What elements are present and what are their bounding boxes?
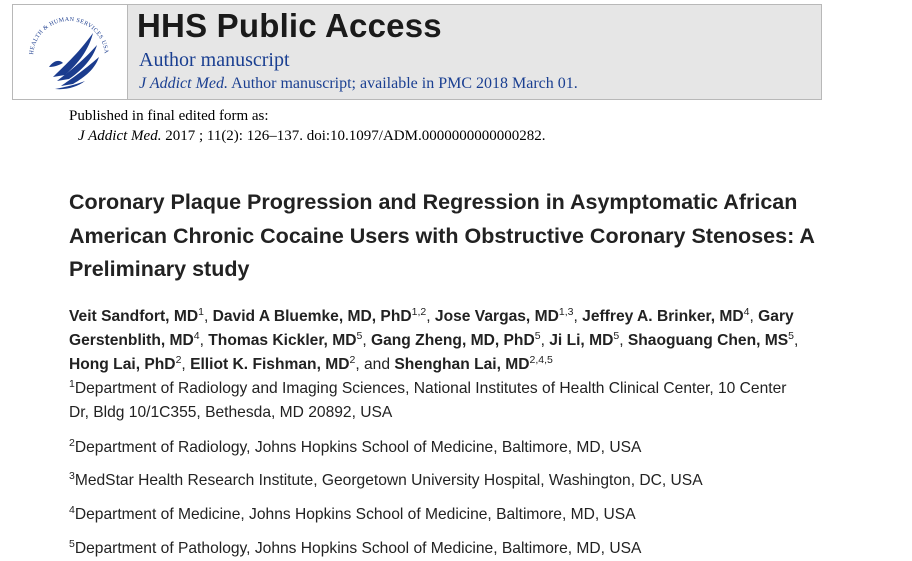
published-citation-text: 2017 ; 11(2): 126–137. doi:10.1097/ADM.0000000000000282. — [161, 128, 546, 144]
author-name: David A Bluemke, MD, PhD — [212, 308, 412, 325]
affiliation-number: 2 — [69, 437, 75, 449]
hhs-logo — [13, 5, 128, 99]
author-name: Shaoguang Chen, MS — [627, 332, 789, 349]
author-affiliation-ref: 4 — [193, 330, 200, 342]
author-affiliation-ref: 5 — [613, 330, 620, 342]
author-separator: , — [181, 356, 191, 373]
author-affiliation-ref: 1,3 — [558, 306, 574, 318]
availability-text: Author manuscript; available in PMC 2018 March 01. — [228, 75, 578, 92]
author-affiliation-ref: 5 — [534, 330, 541, 342]
availability-line — [139, 75, 578, 93]
author-name: Hong Lai, PhD — [69, 356, 176, 373]
author-list — [69, 305, 799, 377]
author-name: Thomas Kickler, MD — [208, 332, 357, 349]
affiliation-item — [69, 436, 809, 460]
affiliation-text: MedStar Health Research Institute, Georgetown University Hospital, Washington, DC, USA — [74, 472, 703, 489]
author-name: Ji Li, MD — [549, 332, 614, 349]
author-affiliation-ref: 1,2 — [411, 306, 427, 318]
author-separator: , and — [355, 356, 395, 373]
author-separator: , — [573, 308, 583, 325]
published-note — [69, 106, 545, 146]
author-name: Jose Vargas, MD — [434, 308, 559, 325]
author-separator: , — [540, 332, 550, 349]
hhs-eagle-seal-icon — [19, 7, 119, 97]
banner-title: HHS Public Access — [137, 7, 442, 44]
hhs-public-access-banner — [12, 4, 822, 100]
author-affiliation-ref: 5 — [356, 330, 363, 342]
affiliation-item — [69, 377, 809, 425]
banner-subtitle: Author manuscript — [139, 49, 290, 71]
published-citation — [69, 126, 545, 146]
author-affiliation-ref: 2 — [349, 354, 356, 366]
affiliation-item — [69, 503, 809, 527]
author-separator: , — [362, 332, 371, 349]
logo-seal-text: HEALTH & HUMAN SERVICES USA — [29, 16, 109, 56]
author-name: Jeffrey A. Brinker, MD — [582, 308, 744, 325]
author-separator: , — [749, 308, 759, 325]
author-separator: , — [199, 332, 209, 349]
author-separator: , — [619, 332, 628, 349]
author-affiliation-ref: 1 — [198, 306, 204, 318]
affiliation-text: Department of Radiology and Imaging Sciences, National Institutes of Health Clinical Center, 10 Center Dr, Bldg 10/1C355, Bethesda, MD 20892, USA — [69, 380, 787, 421]
author-affiliation-ref: 4 — [743, 306, 750, 318]
author-name: Gang Zheng, MD, PhD — [370, 332, 535, 349]
affiliation-number: 1 — [69, 378, 75, 390]
affiliation-text: Department of Pathology, Johns Hopkins School of Medicine, Baltimore, MD, USA — [74, 540, 642, 557]
affiliation-number: 5 — [69, 538, 75, 550]
author-separator: , — [203, 308, 213, 325]
affiliation-number: 3 — [69, 470, 75, 482]
svg-text:HEALTH & HUMAN SERVICES USA — [29, 17, 109, 55]
author-name: Elliot K. Fishman, MD — [190, 356, 350, 373]
author-name: Veit Sandfort, MD — [69, 308, 199, 325]
published-journal: J Addict Med. — [78, 128, 162, 144]
affiliation-item — [69, 469, 809, 493]
article-title: Coronary Plaque Progression and Regression in Asymptomatic African American Chronic Cocaine Users with Obstructive Coronary Stenoses: A Preliminary study — [69, 190, 815, 281]
affiliation-text: Department of Radiology, Johns Hopkins School of Medicine, Baltimore, MD, USA — [74, 439, 642, 456]
author-separator: , — [794, 332, 799, 349]
author-affiliation-ref: 2,4,5 — [529, 354, 553, 366]
affiliation-text: Department of Medicine, Johns Hopkins School of Medicine, Baltimore, MD, USA — [74, 506, 636, 523]
availability-journal: J Addict Med. — [139, 75, 229, 92]
affiliation-number: 4 — [69, 504, 75, 516]
author-separator: , — [426, 308, 435, 325]
published-label: Published in final edited form as: — [69, 108, 269, 124]
author-name: Shenghan Lai, MD — [394, 356, 530, 373]
affiliation-item — [69, 537, 809, 561]
author-name: Gary Gerstenblith, MD — [69, 308, 794, 349]
author-affiliation-ref: 5 — [788, 330, 794, 342]
author-affiliation-ref: 2 — [175, 354, 182, 366]
